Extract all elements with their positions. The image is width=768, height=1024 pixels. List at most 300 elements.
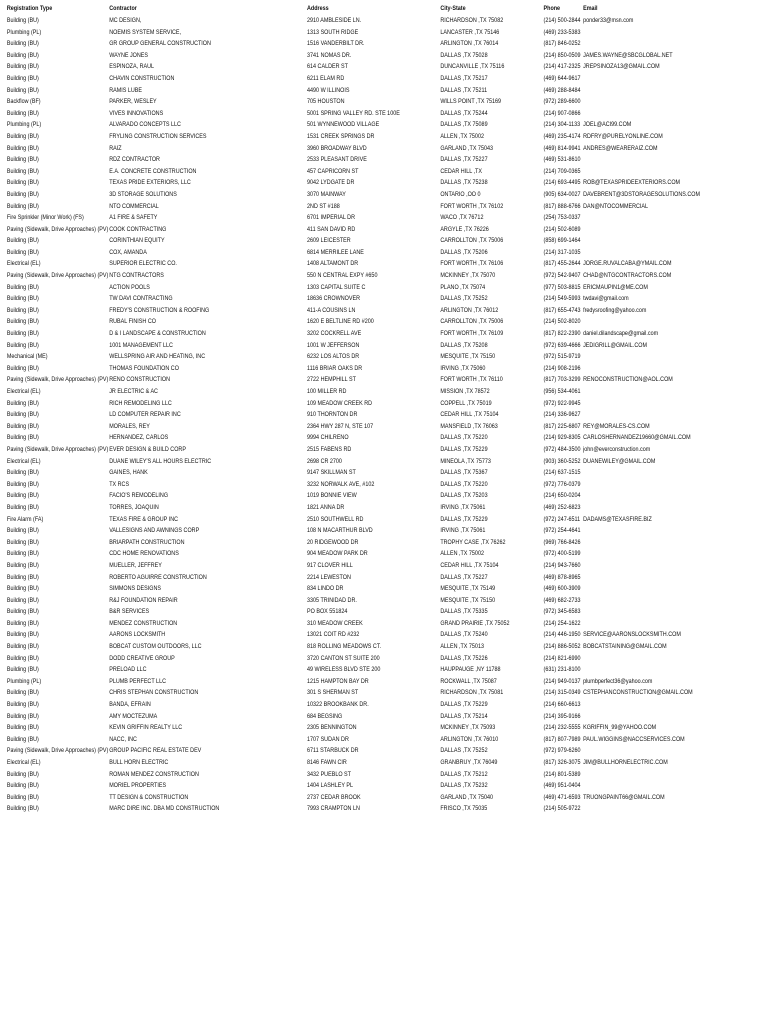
city-state-cell: DALLAS ,TX 75227: [440, 156, 488, 164]
table-row: [0, 270, 768, 282]
contractor-cell: THOMAS FOUNDATION CO: [109, 364, 179, 372]
city-state-cell: WILLS POINT ,TX 75169: [440, 98, 502, 106]
table-row: [0, 282, 768, 294]
phone-cell: (214) 907-0866: [543, 109, 581, 117]
contractor-cell: COX, AMANDA: [109, 248, 147, 256]
address-cell: 100 MILLER RD: [307, 388, 347, 395]
phone-cell: (214) 949-0137: [543, 677, 581, 685]
table-row: [0, 769, 768, 781]
city-state-cell: ONTARIO ,OO 0: [440, 190, 481, 198]
email-cell: plumbperfect36@yahoo.com: [583, 677, 653, 685]
table-row: [0, 502, 768, 514]
contractor-cell: SUPERIOR ELECTRIC CO.: [109, 260, 177, 268]
registration-type-cell: Electrical (EL): [6, 260, 41, 268]
address-cell: 818 ROLLING MEADOWS CT.: [307, 643, 382, 651]
registration-type-cell: Building (BU): [6, 712, 39, 720]
table-row: [0, 803, 768, 815]
registration-type-cell: Building (BU): [6, 156, 39, 164]
city-state-cell: LANCASTER ,TX 75146: [440, 28, 500, 36]
email-cell: [583, 154, 768, 166]
contractor-cell: ROMAN MENDEZ CONSTRUCTION: [109, 770, 199, 778]
phone-cell: (469) 288-8484: [543, 86, 581, 94]
registration-type-cell: Building (BU): [6, 596, 39, 604]
email-cell: [583, 108, 768, 120]
city-state-cell: ALLEN ,TX 75013: [440, 643, 484, 651]
city-state-cell: DALLAS ,TX 75203: [440, 492, 488, 500]
email-cell: BOBCATSTAINING@GMAIL.COM: [583, 643, 667, 651]
address-cell: 2515 FABENS RD: [307, 445, 352, 453]
address-cell: 3741 NOMAS DR.: [307, 51, 352, 59]
email-cell: [583, 525, 768, 537]
table-row: [0, 85, 768, 97]
contractor-cell: TEXAS FIRE & GROUP INC: [109, 515, 179, 523]
phone-cell: (903) 360-5252: [543, 457, 581, 465]
registration-type-cell: Paving (Sidewalk, Drive Approaches) (PV): [6, 225, 109, 233]
contractor-cell: WAYNE JONES: [109, 51, 149, 59]
address-cell: 917 CLOVER HILL: [307, 561, 353, 569]
city-state-cell: CARROLLTON ,TX 75006: [440, 318, 504, 326]
table-row: [0, 328, 768, 340]
address-cell: 550 N CENTRAL EXPY #650: [307, 272, 378, 280]
email-cell: RENOCONSTRUCTION@AOL.COM: [583, 376, 673, 384]
email-cell: [583, 606, 768, 618]
city-state-cell: MANSFIELD ,TX 76063: [440, 422, 498, 430]
phone-cell: (972) 542-9407: [543, 272, 581, 280]
table-row: [0, 780, 768, 792]
table-row: [0, 560, 768, 572]
city-state-cell: MESQUITE ,TX 75150: [440, 596, 496, 604]
contractor-cell: CHAVIN CONSTRUCTION: [109, 74, 175, 82]
registration-type-cell: Building (BU): [6, 330, 39, 338]
phone-cell: (817) 822-2390: [543, 330, 581, 338]
email-cell: ANDRES@WEARERAIZ.COM: [583, 144, 658, 152]
phone-cell: (214) 336-9627: [543, 411, 581, 419]
contractor-cell: FACIO'S REMODELING: [109, 492, 169, 500]
email-cell: JIM@BULLHORNELECTRIC.COM: [583, 759, 668, 766]
phone-cell: (972) 979-6260: [543, 747, 581, 755]
address-cell: 2214 LEWESTON: [307, 573, 351, 581]
registration-type-cell: Building (BU): [6, 364, 39, 372]
phone-cell: (214) 650-0204: [543, 492, 581, 500]
address-cell: 4490 W ILLINOIS: [307, 86, 350, 94]
email-cell: [583, 653, 768, 665]
address-cell: 2698 CR 2700: [307, 457, 342, 465]
address-cell: 2910 AMBLESIDE LN.: [307, 17, 362, 24]
contractor-cell: ACTION POOLS: [109, 283, 150, 291]
table-row: [0, 456, 768, 468]
table-row: [0, 699, 768, 711]
registration-type-cell: Building (BU): [6, 480, 39, 488]
table-row: [0, 757, 768, 769]
city-state-cell: DALLAS ,TX 75206: [440, 248, 488, 256]
phone-cell: (214) 304-1133: [543, 121, 581, 129]
address-cell: 2364 HWY 287 N, STE 107: [307, 422, 374, 430]
city-state-cell: MISSION ,TX 78572: [440, 388, 490, 395]
header-city-state: City-State: [440, 5, 466, 12]
contractor-cell: NACC, INC: [109, 735, 137, 743]
email-cell: [583, 595, 768, 607]
city-state-cell: DALLAS ,TX 75208: [440, 341, 488, 349]
city-state-cell: FORT WORTH ,TX 76102: [440, 202, 504, 210]
city-state-cell: CEDAR HILL ,TX: [440, 167, 482, 175]
phone-cell: (972) 400-5199: [543, 550, 581, 558]
city-state-cell: DALLAS ,TX 75238: [440, 179, 488, 187]
registration-type-cell: Building (BU): [6, 167, 39, 175]
phone-cell: (631) 231-8100: [543, 666, 581, 674]
email-cell: [583, 166, 768, 178]
registration-type-cell: Backflow (BF): [6, 98, 41, 106]
phone-cell: (469) 233-5383: [543, 28, 581, 36]
city-state-cell: DALLAS ,TX 75089: [440, 121, 488, 129]
header-contractor: Contractor: [109, 5, 137, 12]
email-cell: [583, 212, 768, 224]
contractor-cell: NTO COMMERCIAL: [109, 202, 159, 210]
phone-cell: (469) 471-6593: [543, 793, 581, 801]
phone-cell: (214) 254-1622: [543, 619, 581, 627]
registration-type-cell: Building (BU): [6, 561, 39, 569]
contractor-cell: GR GROUP GENERAL CONSTRUCTION: [109, 40, 211, 48]
phone-cell: (214) 446-1950: [543, 631, 581, 639]
table-body: [0, 15, 768, 815]
city-state-cell: MESQUITE ,TX 75149: [440, 585, 496, 593]
table-row: [0, 583, 768, 595]
table-row: [0, 235, 768, 247]
email-cell: ERICMAUPIN1@ME.COM: [583, 283, 648, 291]
phone-cell: (214) 417-2325: [543, 63, 581, 71]
contractor-cell: NTG CONTRACTORS: [109, 272, 164, 280]
registration-type-cell: Plumbing (PL): [6, 121, 42, 129]
email-cell: [583, 560, 768, 572]
table-row: [0, 792, 768, 804]
phone-cell: (817) 888-6766: [543, 202, 581, 210]
contractor-cell: WELLSPRING AIR AND HEATING, INC: [109, 353, 206, 361]
email-cell: REY@MORALES-CS.COM: [583, 422, 650, 430]
address-cell: 1516 VANDERBILT DR.: [307, 40, 365, 48]
email-cell: CHAD@NTGCONTRACTORS.COM: [583, 272, 672, 280]
contractor-cell: RAMIS LUBE: [109, 86, 143, 94]
address-cell: 1116 BRIAR OAKS DR: [307, 364, 363, 372]
city-state-cell: IRVING ,TX 75060: [440, 364, 486, 372]
address-cell: 2609 LEICESTER: [307, 237, 351, 245]
contractor-cell: RDZ CONTRACTOR: [109, 156, 160, 164]
phone-cell: (972) 345-6583: [543, 608, 581, 616]
contractor-cell: COOK CONTRACTING: [109, 225, 167, 233]
email-cell: [583, 490, 768, 502]
contractor-cell: CDC HOME RENOVATIONS: [109, 550, 179, 558]
table-row: [0, 537, 768, 549]
email-cell: [583, 780, 768, 792]
table-row: [0, 444, 768, 456]
registration-type-cell: Building (BU): [6, 132, 39, 140]
address-cell: 411-A COUSINS LN: [307, 306, 356, 314]
phone-cell: (214) 502-8020: [543, 318, 581, 326]
phone-cell: (469) 252-6823: [543, 503, 581, 511]
address-cell: 910 THORNTON DR: [307, 411, 358, 419]
email-cell: twdavi@gmail.com: [583, 295, 629, 303]
email-cell: [583, 85, 768, 97]
address-cell: 684 BEGSING: [307, 712, 343, 720]
contractor-cell: BANDA, EFRAIN: [109, 701, 151, 709]
city-state-cell: CEDAR HILL ,TX 75104: [440, 561, 499, 569]
registration-type-cell: Building (BU): [6, 109, 39, 117]
registration-type-cell: Building (BU): [6, 179, 39, 187]
contractor-cell: TORRES, JOAQUIN: [109, 503, 159, 511]
city-state-cell: IRVING ,TX 75061: [440, 527, 486, 535]
table-row: [0, 108, 768, 120]
table-row: [0, 166, 768, 178]
contractor-cell: ESPINOZA, RAUL: [109, 63, 155, 71]
email-cell: [583, 664, 768, 676]
city-state-cell: ARGYLE ,TX 76226: [440, 225, 489, 233]
registration-type-cell: Building (BU): [6, 643, 39, 651]
address-cell: 705 HOUSTON: [307, 98, 345, 106]
city-state-cell: RICHARDSON ,TX 75081: [440, 689, 504, 697]
phone-cell: (858) 699-1464: [543, 237, 581, 245]
city-state-cell: DALLAS ,TX 75214: [440, 712, 488, 720]
phone-cell: (469) 682-2733: [543, 596, 581, 604]
contractor-cell: RAIZ: [109, 144, 122, 152]
contractor-cell: CORINTHIAN EQUITY: [109, 237, 165, 245]
table-row: [0, 154, 768, 166]
address-cell: 1303 CAPITAL SUITE C: [307, 283, 366, 291]
phone-cell: (214) 317-1035: [543, 248, 581, 256]
table-row: [0, 119, 768, 131]
registration-type-cell: Building (BU): [6, 573, 39, 581]
contractor-cell: R&J FOUNDATION REPAIR: [109, 596, 178, 604]
email-cell: [583, 96, 768, 108]
address-cell: 614 CALDER ST: [307, 63, 348, 71]
contractor-cell: RENO CONSTRUCTION: [109, 376, 170, 384]
email-cell: ponder33@msn.com: [583, 17, 634, 24]
phone-cell: (977) 503-8815: [543, 283, 581, 291]
table-row: [0, 734, 768, 746]
contractor-cell: TX RCS: [109, 480, 130, 488]
phone-cell: (214) 929-8305: [543, 434, 581, 442]
contractor-cell: SIMMONS DESIGNS: [109, 585, 161, 593]
registration-type-cell: Plumbing (PL): [6, 677, 42, 685]
address-cell: 9147 SKILLMAN ST: [307, 469, 356, 477]
phone-cell: (469) 600-3909: [543, 585, 581, 593]
email-cell: TRUONGPAINT66@GMAIL.COM: [583, 793, 665, 801]
city-state-cell: GARLAND ,TX 75043: [440, 144, 493, 152]
registration-type-cell: Plumbing (PL): [6, 28, 42, 36]
registration-type-cell: Building (BU): [6, 341, 39, 349]
table-row: [0, 374, 768, 386]
table-row: [0, 606, 768, 618]
city-state-cell: ALLEN ,TX 75002: [440, 550, 484, 558]
registration-type-cell: Fire Sprinkler (Minor Work) (FS): [6, 214, 84, 222]
table-row: [0, 595, 768, 607]
table-row: [0, 398, 768, 410]
city-state-cell: DALLAS ,TX 75220: [440, 434, 488, 442]
registration-type-cell: Building (BU): [6, 469, 39, 477]
address-cell: 13021 COIT RD #232: [307, 631, 360, 639]
registration-type-cell: Electrical (EL): [6, 457, 41, 465]
address-cell: PO BOX 551824: [307, 608, 348, 616]
phone-cell: (214) 821-6990: [543, 654, 581, 662]
city-state-cell: DALLAS ,TX 75229: [440, 445, 488, 453]
email-cell: PAUL.WIGGINS@NACCSERVICES.COM: [583, 735, 685, 743]
contractor-cell: BOBCAT CUSTOM OUTDOORS, LLC: [109, 643, 202, 651]
phone-cell: (972) 247-6511: [543, 515, 581, 523]
phone-cell: (972) 922-9945: [543, 399, 581, 407]
table-row: [0, 50, 768, 62]
address-cell: 1707 SUDAN DR: [307, 735, 349, 743]
phone-cell: (469) 814-9941: [543, 144, 581, 152]
phone-cell: (214) 395-9166: [543, 712, 581, 720]
address-cell: 301 S SHERMAN ST: [307, 689, 359, 697]
phone-cell: (469) 531-8610: [543, 156, 581, 164]
address-cell: 20 RIDGEWOOD DR: [307, 538, 359, 546]
contractor-cell: VALLESIGNS AND AWNINGS CORP: [109, 527, 200, 535]
phone-cell: (214) 660-6613: [543, 701, 581, 709]
table-row: [0, 664, 768, 676]
phone-cell: (214) 637-1515: [543, 469, 581, 477]
city-state-cell: DALLAS ,TX 75244: [440, 109, 488, 117]
registration-type-cell: Building (BU): [6, 51, 39, 59]
registration-type-cell: Building (BU): [6, 144, 39, 152]
registration-type-cell: Building (BU): [6, 631, 39, 639]
registration-type-cell: Building (BU): [6, 805, 39, 813]
address-cell: 1001 W JEFFERSON: [307, 341, 360, 349]
email-cell: [583, 398, 768, 410]
email-cell: KGRIFFIN_99@YAHOO.COM: [583, 724, 657, 732]
address-cell: 3305 TRINIDAD DR.: [307, 596, 357, 604]
address-cell: 904 MEADOW PARK DR: [307, 550, 368, 558]
email-cell: john@everconstruction.com: [583, 445, 651, 453]
city-state-cell: DALLAS ,TX 75217: [440, 74, 488, 82]
contractor-cell: E.A. CONCRETE CONSTRUCTION: [109, 167, 197, 175]
table-row: [0, 479, 768, 491]
registration-type-cell: Building (BU): [6, 550, 39, 558]
contractor-cell: RICH REMODELING LLC: [109, 399, 172, 407]
email-cell: [583, 583, 768, 595]
registration-type-cell: Building (BU): [6, 63, 39, 71]
email-cell: RDFRY@PURELYONLINE.COM: [583, 132, 663, 140]
email-cell: JEDIGRILL@GMAIL.COM: [583, 341, 647, 349]
contractor-cell: FRYLING CONSTRUCTION SERVICES: [109, 132, 207, 140]
contractor-cell: TW DAVI CONTRACTING: [109, 295, 173, 303]
address-cell: 6701 IMPERIAL DR: [307, 214, 355, 222]
address-cell: 6711 STARBUCK DR: [307, 747, 359, 755]
address-cell: 2305 BENNINGTON: [307, 724, 357, 732]
city-state-cell: RICHARDSON ,TX 75082: [440, 17, 504, 24]
registration-type-cell: Building (BU): [6, 202, 39, 210]
phone-cell: (214) 315-0349: [543, 689, 581, 697]
table-row: [0, 131, 768, 143]
city-state-cell: DALLAS ,TX 75211: [440, 86, 488, 94]
city-state-cell: DALLAS ,TX 75252: [440, 295, 488, 303]
contractor-cell: MUELLER, JEFFREY: [109, 561, 162, 569]
city-state-cell: DALLAS ,TX 75232: [440, 782, 488, 790]
table-row: [0, 143, 768, 155]
email-cell: [583, 386, 768, 398]
email-cell: [583, 467, 768, 479]
contractor-cell: CHRIS STEPHAN CONSTRUCTION: [109, 689, 199, 697]
phone-cell: (972) 254-4641: [543, 527, 581, 535]
table-row: [0, 212, 768, 224]
table-row: [0, 572, 768, 584]
city-state-cell: FORT WORTH ,TX 76106: [440, 260, 504, 268]
table-row: [0, 27, 768, 39]
email-cell: [583, 224, 768, 236]
city-state-cell: MESQUITE ,TX 75150: [440, 353, 496, 361]
phone-cell: (817) 655-4743: [543, 306, 581, 314]
registration-type-cell: Building (BU): [6, 40, 39, 48]
table-row: [0, 641, 768, 653]
table-row: [0, 73, 768, 85]
contractor-cell: DODD CREATIVE GROUP: [109, 654, 175, 662]
contractor-cell: BULL HORN ELECTRIC: [109, 759, 169, 766]
address-cell: 8146 FAWN CIR: [307, 759, 347, 766]
city-state-cell: WACO ,TX 76712: [440, 214, 484, 222]
city-state-cell: DALLAS ,TX 75229: [440, 515, 488, 523]
registration-type-cell: Building (BU): [6, 527, 39, 535]
address-cell: 501 WYNNEWOOD VILLAGE: [307, 121, 380, 129]
registration-type-cell: Building (BU): [6, 295, 39, 303]
registration-type-cell: Building (BU): [6, 735, 39, 743]
city-state-cell: GRANBRUY ,TX 76049: [440, 759, 498, 766]
table-row: [0, 432, 768, 444]
table-row: [0, 525, 768, 537]
address-cell: 3960 BROADWAY BLVD: [307, 144, 367, 152]
registration-type-cell: Paving (Sidewalk, Drive Approaches) (PV): [6, 747, 109, 755]
email-cell: JREPSINOZA13@GMAIL.COM: [583, 63, 660, 71]
phone-cell: (214) 232-5555: [543, 724, 581, 732]
email-cell: [583, 363, 768, 375]
table-row: [0, 386, 768, 398]
phone-cell: (972) 515-9719: [543, 353, 581, 361]
email-cell: [583, 409, 768, 421]
city-state-cell: DALLAS ,TX 75240: [440, 631, 488, 639]
city-state-cell: ARLINGTON ,TX 76014: [440, 40, 499, 48]
registration-type-cell: Building (BU): [6, 782, 39, 790]
address-cell: 1821 ANNA DR: [307, 503, 345, 511]
table-row: [0, 514, 768, 526]
email-cell: DAN@NTOCOMMERCIAL: [583, 202, 649, 210]
phone-cell: (214) 693-4495: [543, 179, 581, 187]
table-row: [0, 201, 768, 213]
phone-cell: (817) 225-6807: [543, 422, 581, 430]
city-state-cell: MCKINNEY ,TX 75070: [440, 272, 496, 280]
contractor-cell: RUBAL FINISH CO: [109, 318, 156, 326]
email-cell: [583, 479, 768, 491]
address-cell: 1019 BONNIE VIEW: [307, 492, 357, 500]
address-cell: 310 MEADOW CREEK: [307, 619, 363, 627]
table-row: [0, 258, 768, 270]
email-cell: SERVICE@AARONSLOCKSMITH.COM: [583, 631, 681, 639]
contractor-cell: ALVARADO CONCEPTS LLC: [109, 121, 181, 129]
email-cell: [583, 548, 768, 560]
address-cell: 1313 SOUTH RIDGE: [307, 28, 359, 36]
registration-type-cell: Building (BU): [6, 306, 39, 314]
address-cell: 108 N MACARTHUR BLVD: [307, 527, 373, 535]
phone-cell: (469) 235-4174: [543, 132, 581, 140]
phone-cell: (972) 289-6600: [543, 98, 581, 106]
city-state-cell: DALLAS ,TX 75220: [440, 480, 488, 488]
registration-type-cell: Building (BU): [6, 86, 39, 94]
registration-type-cell: Fire Alarm (FA): [6, 515, 44, 523]
table-row: [0, 363, 768, 375]
email-cell: [583, 711, 768, 723]
contractor-cell: HERNANDEZ, CARLOS: [109, 434, 169, 442]
address-cell: 3070 MAINWAY: [307, 190, 346, 198]
address-cell: 1404 LASHLEY PL: [307, 782, 353, 790]
city-state-cell: DALLAS ,TX 75229: [440, 701, 488, 709]
email-cell: CSTEPHANCONSTRUCTION@GMAIL.COM: [583, 689, 693, 697]
phone-cell: (817) 703-3299: [543, 376, 581, 384]
address-cell: 6211 ELAM RD: [307, 74, 345, 82]
